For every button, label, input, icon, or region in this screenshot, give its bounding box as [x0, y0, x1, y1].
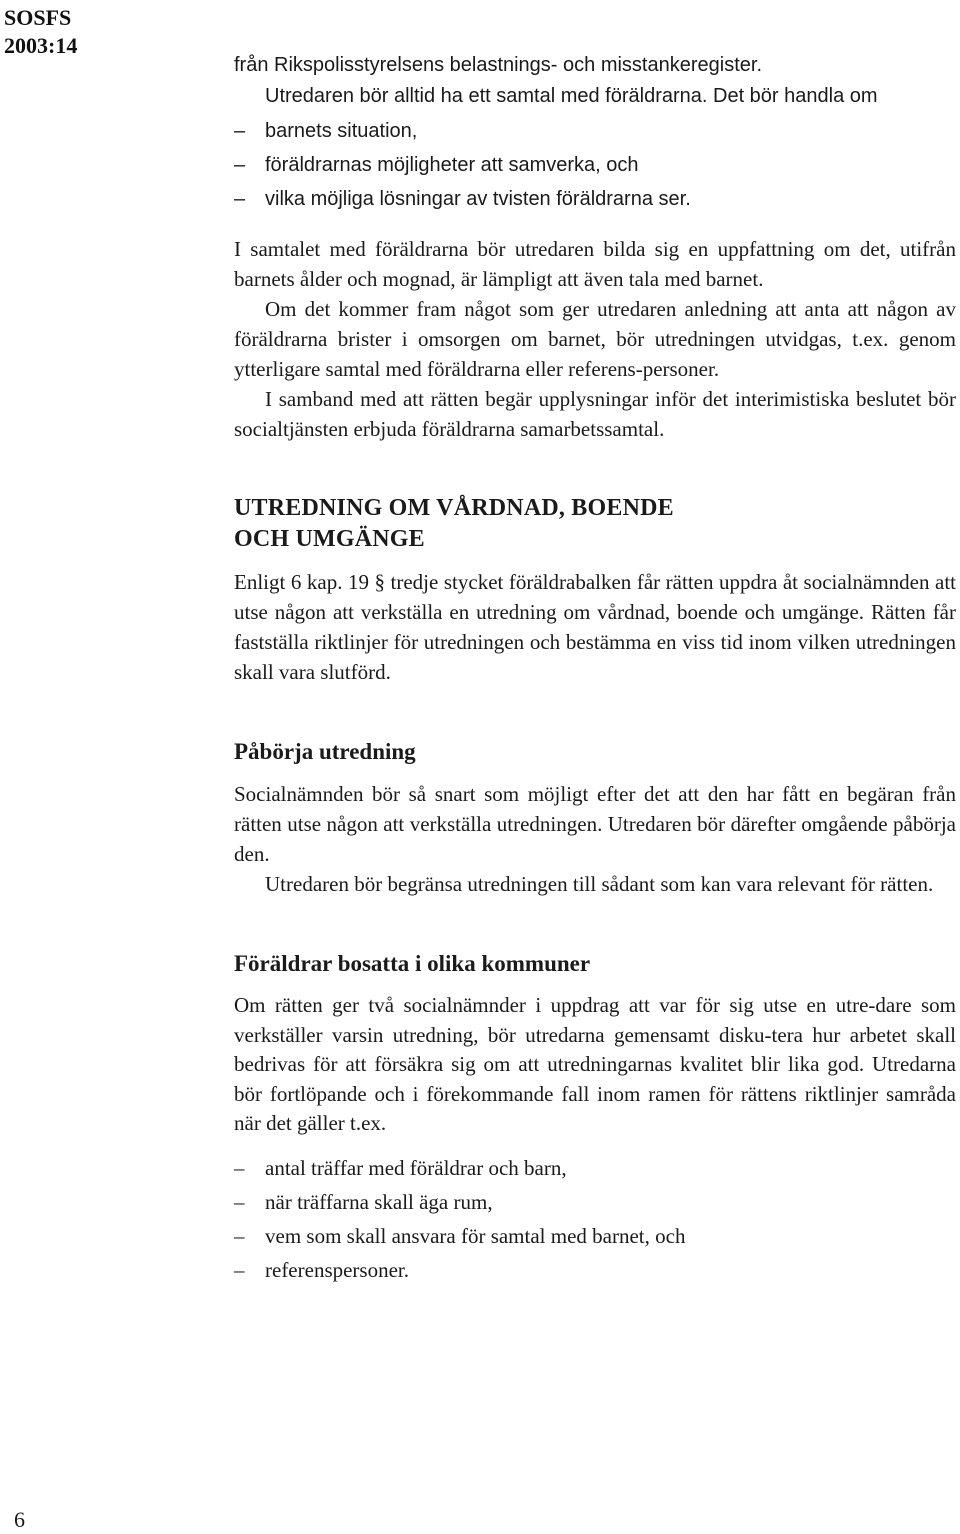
list-item: – vilka möjliga lösningar av tvisten föräldrarna ser.: [234, 182, 956, 216]
dash-marker: –: [234, 1155, 245, 1180]
page-content: [234, 50, 956, 1287]
body-section: [234, 234, 956, 444]
list-item: – föräldrarnas möjligheter att samverka, och: [234, 148, 956, 182]
body-paragraph: Om det kommer fram något som ger utredaren anledning att anta att någon av föräldrarna brister i omsorgen om barnet, bör utredningen utvidgas, t.ex. genom ytterligare samtal med föräldrarna eller referens-personer.: [234, 297, 956, 381]
list-item: – när träffarna skall äga rum,: [234, 1185, 956, 1219]
section-paragraph: Enligt 6 kap. 19 § tredje stycket föräldrabalken får rätten uppdra åt socialnämnden att utse någon att verkställa en utredning om vårdnad, boende och umgänge. Rätten får fastställa riktlinjer för utredningen och bestämma en viss tid inom vilken utredningen skall vara slutförd.: [234, 570, 956, 684]
list-item: – antal träffar med föräldrar och barn,: [234, 1151, 956, 1185]
dash-marker: –: [234, 1189, 245, 1214]
intro-paragraph: Utredaren bör alltid ha ett samtal med föräldrarna. Det bör handla om: [265, 85, 878, 107]
section-start-investigation: [234, 737, 956, 899]
list-item: – referenspersoner.: [234, 1253, 956, 1287]
section-parents-different-municipalities: [234, 949, 956, 1287]
coordination-list: [234, 1151, 956, 1287]
dash-marker: –: [234, 1257, 245, 1282]
body-paragraph: I samtalet med föräldrarna bör utredaren bilda sig en uppfattning om det, utifrån barnets ålder och mognad, är lämpligt att även tala med barnet.: [234, 237, 956, 291]
section-paragraph: Socialnämnden bör så snart som möjligt efter det att den har fått en begäran från rätten utse någon att verkställa utredningen. Utredaren bör därefter omgående påbörja den.: [234, 782, 956, 866]
series-number: 2003:14: [4, 33, 78, 58]
section-heading: UTREDNING OM VÅRDNAD, BOENDE OCH UMGÄNGE: [234, 495, 674, 552]
page-number: 6: [14, 1507, 25, 1532]
list-item: – barnets situation,: [234, 114, 956, 148]
document-series-label: [4, 4, 77, 60]
dash-marker: –: [234, 1223, 245, 1248]
intro-list: [234, 114, 956, 216]
dash-marker: –: [234, 188, 246, 210]
subsection-heading: Föräldrar bosatta i olika kommuner: [234, 951, 591, 976]
subsection-heading: Påbörja utredning: [234, 739, 416, 764]
continuation-line: från Rikspolisstyrelsens belastnings- och misstankeregister.: [234, 54, 762, 76]
series-name: SOSFS: [4, 5, 72, 30]
dash-marker: –: [234, 120, 246, 142]
section-paragraph: Utredaren bör begränsa utredningen till sådant som kan vara relevant för rätten.: [265, 872, 934, 896]
section-paragraph: Om rätten ger två socialnämnder i uppdrag att var för sig utse en utre-dare som verkställer varsin utredning, bör utredarna gemensamt disku-tera hur arbetet skall bedrivas för att försäkra sig om att utredningarnas kvalitet blir lika god. Utredarna bör fortlöpande och i förekommande fall inom ramen för rättens riktlinjer samråda när det gäller t.ex.: [234, 993, 956, 1135]
dash-marker: –: [234, 154, 246, 176]
body-paragraph: I samband med att rätten begär upplysningar inför det interimistiska beslutet bör socialtjänsten erbjuda föräldrarna samarbetssamtal.: [234, 387, 956, 441]
list-item: – vem som skall ansvara för samtal med barnet, och: [234, 1219, 956, 1253]
section-custody-investigation: [234, 493, 956, 687]
